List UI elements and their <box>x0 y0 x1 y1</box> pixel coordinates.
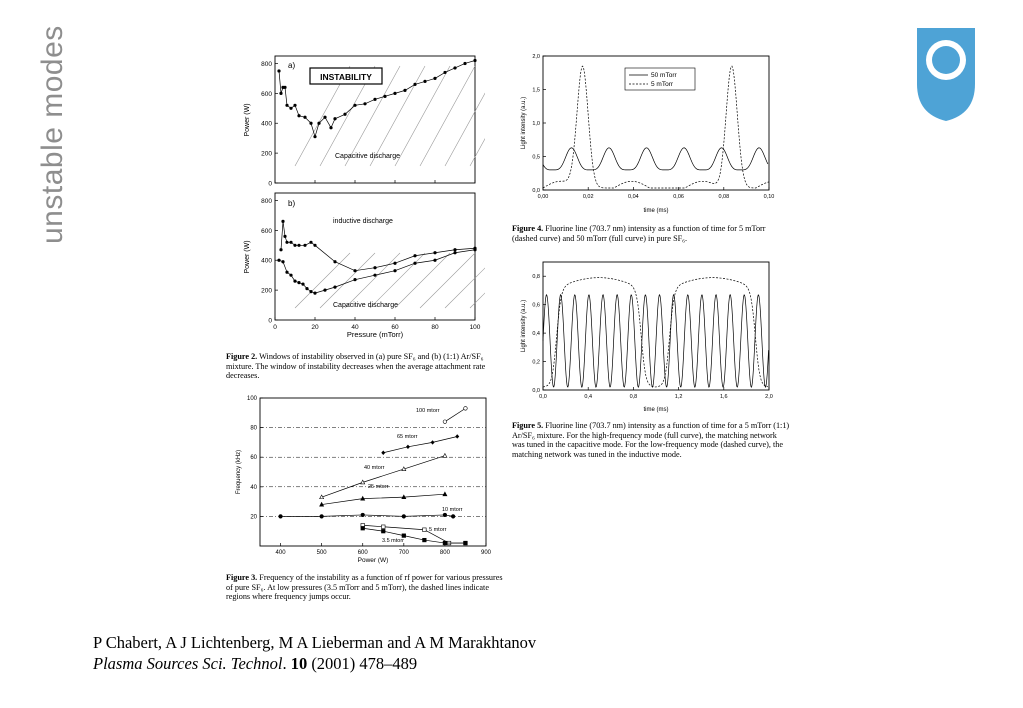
fig2-ytick-label: 600 <box>261 227 272 235</box>
fig2-data-point <box>281 220 284 223</box>
fig3-data-point <box>464 407 468 411</box>
figure-5-plot <box>512 258 782 416</box>
fig2-data-point <box>393 269 396 272</box>
fig4-ytick-label: 0,0 <box>532 188 540 194</box>
fig3-ytick-label: 60 <box>250 455 257 462</box>
fig2-data-point <box>285 271 288 274</box>
fig2-data-point <box>413 254 416 257</box>
fig3-series-label: 3.5 mtorr <box>382 538 405 544</box>
fig5-xtick-label: 0,8 <box>629 394 638 400</box>
fig4-xtick-label: 0,10 <box>763 194 775 200</box>
fig2-data-point <box>277 69 280 72</box>
fig2-data-point <box>373 266 376 269</box>
fig3-data-point <box>443 454 447 458</box>
fig2-data-point <box>313 244 316 247</box>
fig2-data-point <box>323 289 326 292</box>
hatch-line <box>395 66 450 166</box>
fig2-xtick-label: 20 <box>311 324 319 331</box>
fig3-xtick-label: 600 <box>357 550 368 556</box>
hatch-line <box>445 253 485 308</box>
fig2-data-point <box>393 262 396 265</box>
slide-title-container <box>0 0 69 260</box>
fig3-data-point <box>279 515 283 519</box>
figure-4-plot <box>512 48 782 216</box>
fig3-ytick-label: 40 <box>250 484 257 491</box>
fig2-data-point <box>293 280 296 283</box>
fig2-xlabel: Pressure (mTorr) <box>346 330 404 339</box>
hatch-line <box>295 253 350 308</box>
panel-b-bottom-label: Capacitive discharge <box>333 302 398 309</box>
figure-2-caption <box>226 352 504 381</box>
citation-volume: 10 <box>290 654 308 673</box>
fig4-legend-50: 50 mTorr <box>651 72 677 79</box>
fig2-data-point <box>281 260 284 263</box>
fig3-xtick-label: 500 <box>316 550 327 556</box>
fig3-data-point <box>423 538 427 542</box>
fig4-legend-5: 5 mTorr <box>651 81 674 88</box>
fig5-ytick-label: 0,6 <box>532 302 540 309</box>
panel-a-region-label: Capacitive discharge <box>335 153 400 160</box>
fig2-data-point <box>297 244 300 247</box>
fig2-data-point <box>283 235 286 238</box>
fig2-ytick-label: 200 <box>261 150 272 158</box>
fig2-data-point <box>433 251 436 254</box>
fig2-ytick-label: 0 <box>268 180 272 188</box>
fig2-xtick-label: 40 <box>351 324 359 331</box>
fig3-data-point <box>381 451 385 455</box>
fig3-data-point <box>443 492 447 496</box>
figure-5-caption-label: Figure 5. <box>512 421 544 430</box>
fig2-data-point <box>289 241 292 244</box>
figure-2-caption-label: Figure 2. <box>226 352 258 361</box>
fig3-series-label: 25 mtorr <box>368 484 389 490</box>
fig5-xtick-label: 2,0 <box>765 394 773 400</box>
figure-3-caption <box>226 573 511 602</box>
citation-authors: P Chabert, A J Lichtenberg, M A Lieberman and A M Marakhtanov <box>93 633 537 652</box>
fig2-data-point <box>403 89 406 92</box>
fig3-xtick-label: 700 <box>398 550 409 556</box>
fig2-data-point <box>329 126 332 129</box>
fig3-data-point <box>431 440 435 444</box>
hatch-line <box>320 253 375 308</box>
hatch-line <box>370 253 425 308</box>
fig2-data-point <box>309 122 312 125</box>
panel-b-top-label: inductive discharge <box>333 218 393 225</box>
fig2-xtick-label: 100 <box>469 324 481 331</box>
figure-3-caption-label: Figure 3. <box>226 573 258 582</box>
fig3-series-line-5 <box>363 525 466 543</box>
figure-4-caption-text: Fluorine line (703.7 nm) intensity as a function of time for 5 mTorr (dashed curve) and 50 mTorr (full curve) in pure SF₆. <box>512 224 766 243</box>
fig2-data-point <box>453 248 456 251</box>
fig3-series-line-0 <box>445 408 466 421</box>
fig2-data-point <box>293 244 296 247</box>
fig5-xlabel: time (ms) <box>643 407 669 413</box>
fig2-ytick-label: 800 <box>261 197 272 205</box>
fig2-data-point <box>463 62 466 65</box>
fig4-series-50mtorr <box>543 148 768 170</box>
figure-4 <box>512 48 782 216</box>
fig2-ytick-label: 600 <box>261 90 272 98</box>
fig2-data-point <box>333 260 336 263</box>
fig3-data-point <box>423 528 427 532</box>
fig3-series-label: 10 mtorr <box>442 507 463 513</box>
citation-period: . <box>282 654 287 673</box>
fig4-ytick-label: 2,0 <box>532 54 540 60</box>
fig2-ytick-label: 200 <box>261 287 272 295</box>
fig2-data-point <box>289 274 292 277</box>
figure-2-plot <box>235 50 485 340</box>
fig2-data-point <box>289 107 292 110</box>
fig4-ytick-label: 1,5 <box>532 87 540 94</box>
fig3-data-point <box>402 534 406 538</box>
fig3-data-point <box>464 541 468 545</box>
fig5-series-low-frequency <box>543 278 768 387</box>
fig2-data-point <box>343 113 346 116</box>
fig2-data-point <box>473 248 476 251</box>
fig2-data-point <box>353 269 356 272</box>
fig2-data-point <box>433 259 436 262</box>
fig2-data-point <box>285 104 288 107</box>
fig2-data-point <box>303 116 306 119</box>
fig2-a-ylabel: Power (W) <box>244 103 251 137</box>
fig4-xtick-label: 0,00 <box>537 194 549 200</box>
fig3-series-line-1 <box>383 436 457 452</box>
fig5-xtick-label: 1,2 <box>674 394 683 400</box>
fig2-data-point <box>279 92 282 95</box>
fig5-xtick-label: 0,0 <box>539 394 547 400</box>
fig4-legend <box>625 68 695 90</box>
fig2-data-point <box>353 278 356 281</box>
figure-4-caption-label: Figure 4. <box>512 224 544 233</box>
fig2-ytick-label: 0 <box>268 317 272 325</box>
hatch-line <box>420 66 475 166</box>
fig2-ytick-label: 400 <box>261 257 272 265</box>
slide-title: unstable modes <box>36 25 69 244</box>
fig2-data-point <box>323 116 326 119</box>
shield-logo-icon <box>915 26 977 122</box>
fig3-series-line-6 <box>363 528 466 543</box>
fig3-data-point <box>451 515 455 519</box>
fig2-data-point <box>413 83 416 86</box>
fig3-data-point <box>361 513 365 517</box>
instability-label: INSTABILITY <box>320 72 372 82</box>
fig2-data-point <box>285 241 288 244</box>
figure-3-caption-text: Frequency of the instability as a function of rf power for various pressures of pure SF₆. At low pressures (3.5 mTorr and 5 mTorr), the dashed lines indicate regions where frequency jumps occur. <box>226 573 503 602</box>
fig3-data-point <box>443 420 447 424</box>
fig5-xtick-label: 0,4 <box>584 394 593 400</box>
fig2-data-point <box>333 117 336 120</box>
fig2-data-point <box>383 95 386 98</box>
fig2-data-point <box>303 244 306 247</box>
fig3-series-line-3 <box>322 494 445 504</box>
fig2-series-line-b-1 <box>279 250 475 293</box>
fig2-data-point <box>433 77 436 80</box>
fig2-ytick-label: 800 <box>261 60 272 68</box>
fig2-xtick-label: 80 <box>431 324 439 331</box>
fig2-xtick-label: 60 <box>391 324 399 331</box>
panel-a-label: a) <box>288 61 296 70</box>
figure-5 <box>512 258 782 416</box>
fig2-series-line-b-0 <box>281 221 475 270</box>
figure-3 <box>232 392 492 564</box>
fig3-data-point <box>402 515 406 519</box>
fig2-xtick-label: 0 <box>273 324 277 331</box>
fig2-data-point <box>473 59 476 62</box>
figure-5-caption-text: Fluorine line (703.7 nm) intensity as a function of time for a 5 mTorr (1:1) Ar/SF₆ mixture. For the high-frequency mode (full curve), the matching network was tuned in the capacitive mode. For the low-frequency mode (dashed curve), the matching network was tuned in the inductive mode. <box>512 421 790 459</box>
fig3-ytick-label: 80 <box>250 425 257 432</box>
fig2-data-point <box>297 114 300 117</box>
fig2-data-point <box>309 290 312 293</box>
fig5-ytick-label: 0,8 <box>532 274 540 281</box>
fig2-data-point <box>453 251 456 254</box>
fig2-data-point <box>363 102 366 105</box>
fig2-data-point <box>301 283 304 286</box>
fig4-xtick-label: 0,08 <box>718 194 730 200</box>
fig3-ytick-label: 20 <box>250 514 257 521</box>
figure-2 <box>235 50 485 340</box>
fig2-data-point <box>283 86 286 89</box>
fig5-ytick-label: 0,2 <box>532 359 540 366</box>
fig3-series-line-4 <box>281 515 454 516</box>
fig5-series-high-frequency <box>543 295 769 387</box>
fig2-data-point <box>305 287 308 290</box>
fig3-series-label: 100 mtorr <box>416 408 440 414</box>
fig5-ytick-label: 0,0 <box>532 388 540 394</box>
figure-4-caption <box>512 224 782 243</box>
fig4-ytick-label: 1,0 <box>532 121 540 127</box>
panel-b-label: b) <box>288 199 296 208</box>
fig3-series-label: 5 mtorr <box>429 527 447 533</box>
fig4-xtick-label: 0,06 <box>673 194 684 200</box>
fig5-ylabel: Light intensity (a.u.) <box>521 299 527 353</box>
fig3-data-point <box>320 515 324 519</box>
fig2-data-point <box>393 92 396 95</box>
fig3-data-point <box>406 445 410 449</box>
fig3-data-point <box>455 434 459 438</box>
citation-pages: (2001) 478–489 <box>311 654 418 673</box>
fig2-data-point <box>443 71 446 74</box>
fig3-ylabel: Frequency (kHz) <box>236 449 242 495</box>
fig3-series-label: 40 mtorr <box>364 465 385 471</box>
fig2-data-point <box>333 286 336 289</box>
figure-5-caption <box>512 421 790 459</box>
fig2-data-point <box>293 104 296 107</box>
fig4-ytick-label: 0,5 <box>532 154 540 161</box>
citation-journal: Plasma Sources Sci. Technol <box>93 654 283 673</box>
fig2-b-ylabel: Power (W) <box>244 240 251 274</box>
hatch-line <box>445 66 485 166</box>
fig3-series-line-2 <box>322 456 445 497</box>
fig2-ytick-label: 400 <box>261 120 272 128</box>
fig2-data-point <box>453 66 456 69</box>
fig3-xtick-label: 800 <box>439 550 450 556</box>
fig2-data-point <box>297 281 300 284</box>
fig3-xlabel: Power (W) <box>357 557 389 564</box>
fig3-data-point <box>361 526 365 530</box>
hatch-line <box>395 253 450 308</box>
fig4-xtick-label: 0,02 <box>582 194 594 200</box>
fig3-xtick-label: 900 <box>480 550 492 556</box>
figure-3-plot <box>232 392 492 564</box>
fig2-data-point <box>373 98 376 101</box>
fig3-ytick-label: 100 <box>246 396 257 402</box>
figure-2-caption-text: Windows of instability observed in (a) pure SF₆ and (b) (1:1) Ar/SF₆ mixture. The window of instability decreases when the average attachment rate decreases. <box>226 352 486 381</box>
citation <box>93 632 536 674</box>
fig3-series-label: 65 mtorr <box>397 434 418 440</box>
fig3-xtick-label: 400 <box>275 550 286 556</box>
fig5-ytick-label: 0,4 <box>532 331 540 338</box>
fig3-data-point <box>381 529 385 533</box>
fig2-data-point <box>279 248 282 251</box>
fig3-data-point <box>381 525 385 529</box>
fig4-xtick-label: 0,04 <box>628 194 639 200</box>
fig2-data-point <box>413 262 416 265</box>
fig2-data-point <box>313 135 316 138</box>
fig2-data-point <box>317 122 320 125</box>
fig2-data-point <box>353 104 356 107</box>
fig3-data-point <box>443 513 447 517</box>
fig2-data-point <box>373 274 376 277</box>
fig4-ylabel: Light intensity (a.u.) <box>521 96 527 150</box>
fig2-data-point <box>313 292 316 295</box>
fig2-data-point <box>309 241 312 244</box>
citation-source <box>93 653 536 674</box>
fig4-xlabel: time (ms) <box>643 208 669 214</box>
fig5-xtick-label: 1,6 <box>719 394 728 400</box>
fig2-data-point <box>423 80 426 83</box>
